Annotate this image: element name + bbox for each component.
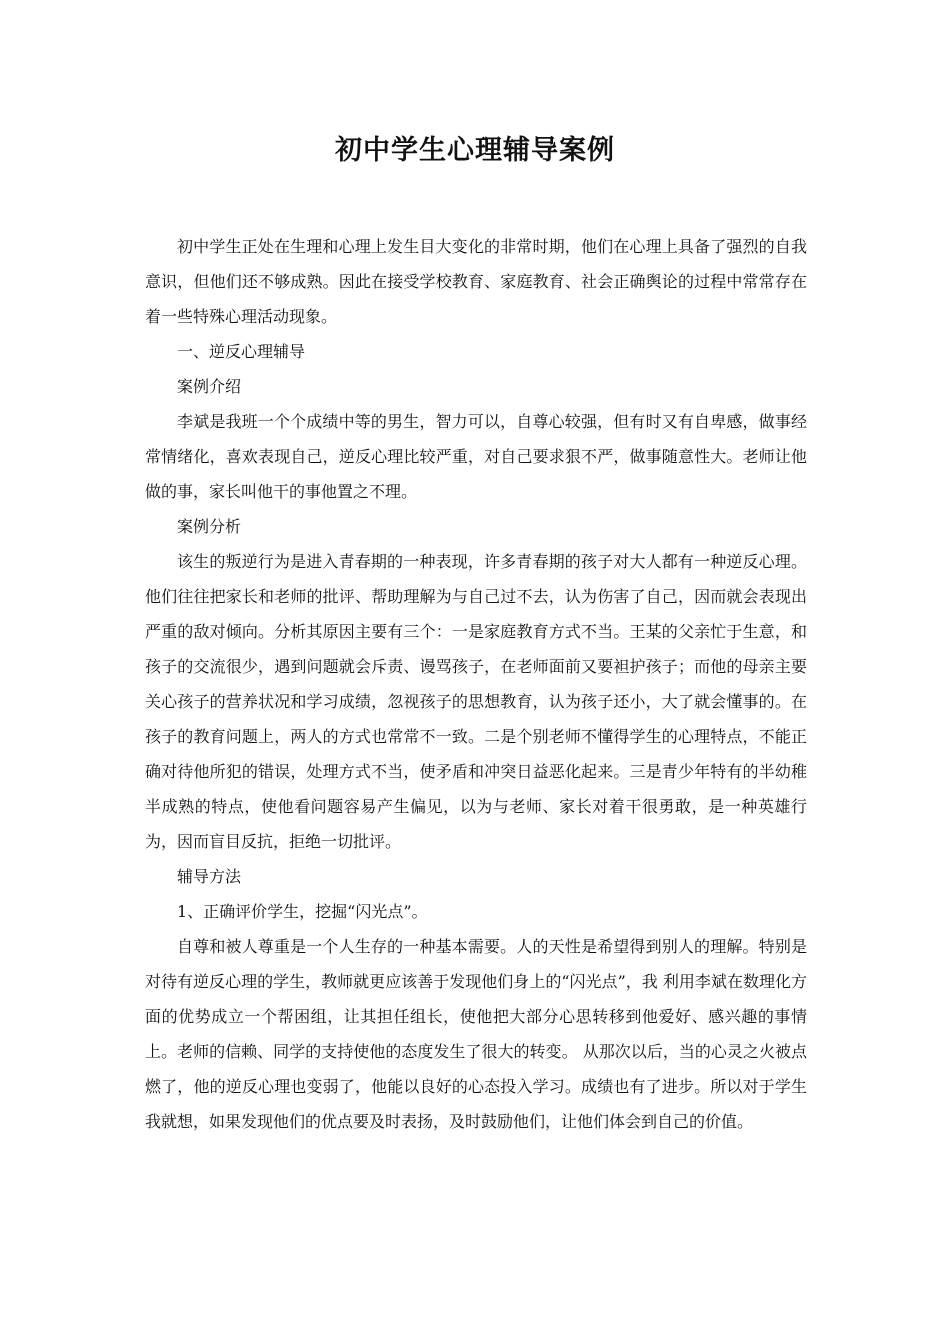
case-analysis-paragraph: 该生的叛逆行为是进入青春期的一种表现，许多青春期的孩子对大人都有一种逆反心理。他们往往把家长和老师的批评、帮助理解为与自己过不去，认为伤害了自己，因而就会表现出严重的敌对倾向。分析其原因主要有三个：一是家庭教育方式不当。王某的父亲忙于生意，和孩子的交流很少，遇到问题就会斥责、谩骂孩子，在老师面前又要袒护孩子；而他的母亲主要关心孩子的营养状况和学习成绩，忽视孩子的思想教育，认为孩子还小，大了就会懂事的。在孩子的教育问题上，两人的方式也常常不一致。二是个别老师不懂得学生的心理特点，不能正确对待他所犯的错误，处理方式不当，使矛盾和冲突日益恶化起来。三是青少年特有的半幼稚半成熟的特点，使他看问题容易产生偏见，以为与老师、家长对着干很勇敢，是一种英雄行为，因而盲目反抗，拒绝一切批评。 <box>145 552 807 851</box>
intro-paragraph: 初中学生正处在生理和心理上发生目大变化的非常时期，他们在心理上具备了强烈的自我意识，但他们还不够成熟。因此在接受学校教育、家庭教育、社会正确舆论的过程中常常存在着一些特殊心理活动现象。 <box>145 237 807 326</box>
section-heading: 一、逆反心理辅导 <box>177 342 306 361</box>
case-intro-paragraph: 李斌是我班一个个成绩中等的男生，智力可以，自尊心较强，但有时又有自卑感，做事经常情绪化，喜欢表现自己，逆反心理比较严重，对自己要求狠不严，做事随意性大。老师让他做的事，家长叫他干的事他置之不理。 <box>145 412 807 501</box>
method-item-heading: 1、正确评价学生，挖掘“闪光点”。 <box>177 902 428 921</box>
subsection-heading: 案例介绍 <box>177 377 242 396</box>
subsection-heading: 辅导方法 <box>177 867 242 886</box>
subsection-heading: 案例分析 <box>177 517 242 536</box>
method-paragraph: 自尊和被人尊重是一个人生存的一种基本需要。人的天性是希望得到别人的理解。特别是对待有逆反心理的学生，教师就更应该善于发现他们身上的“闪光点”，我 利用李斌在数理化方面的优势成立一个帮困组，让其担任组长，使他把大部分心思转移到他爱好、感兴趣的事情上。老师的信赖、同学的支持使他的态度发生了很大的转变。 从那次以后，当的心灵之火被点燃了，他的逆反心理也变弱了，他能以良好的心态投入学习。成绩也有了进步。所以对于学生我就想，如果发现他们的优点要及时表扬，及时鼓励他们，让他们体会到自己的价值。 <box>145 937 807 1131</box>
document-body <box>145 229 807 1139</box>
document-title: 初中学生心理辅导案例 <box>335 135 615 166</box>
